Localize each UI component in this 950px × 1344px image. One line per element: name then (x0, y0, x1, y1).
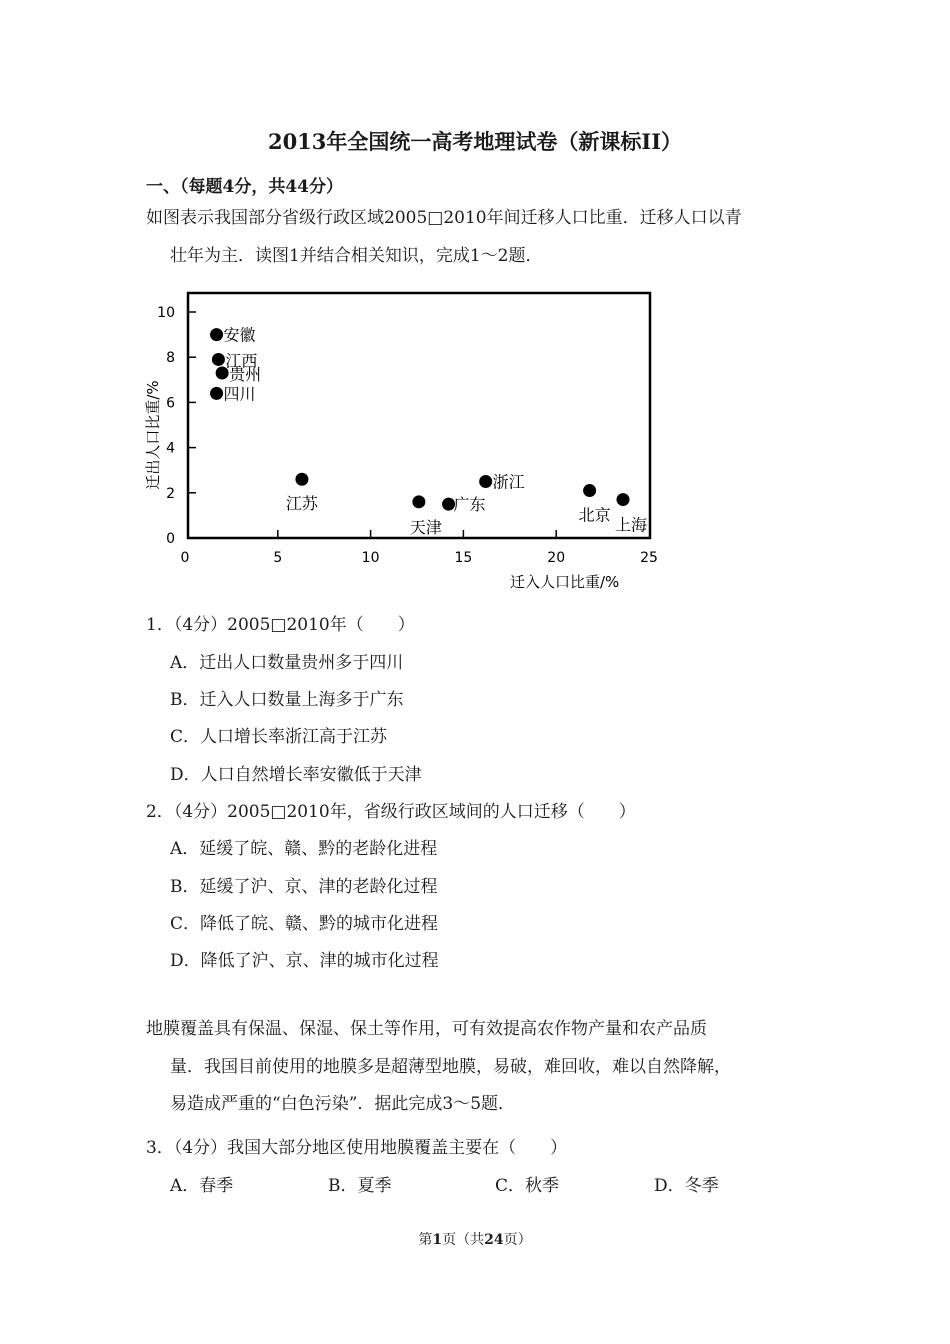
page-footer (0, 1229, 950, 1249)
footer-mid: 页（共 (442, 1232, 485, 1248)
data-point-label-5: 江苏 (285, 494, 318, 514)
x-tick-label-10: 10 (361, 550, 380, 566)
data-point-label-3: 贵州 (229, 365, 262, 385)
question-3-option-a: A．春季 (170, 1176, 234, 1196)
data-point-label-2: 江西 (225, 351, 258, 371)
y-tick-label-2: 2 (166, 485, 175, 502)
question-1-stem: 1．（4分）2005□2010年（ ） (146, 615, 415, 635)
data-point-label-1: 安徽 (223, 325, 256, 345)
data-point-9 (583, 484, 596, 497)
footer-total-pages: 24 (484, 1232, 504, 1248)
question-1-option-b: B．迁入人口数量上海多于广东 (170, 690, 404, 710)
question-3-stem: 3．（4分）我国大部分地区使用地膜覆盖主要在（ ） (146, 1138, 568, 1158)
data-point-2 (212, 353, 225, 366)
y-tick-label-10: 10 (157, 305, 175, 321)
page-title: 2013年全国统一高考地理试卷（新课标II） (267, 129, 683, 154)
question-1-option-a: A．迁出人口数量贵州多于四川 (170, 653, 404, 673)
intro2-paragraph-line-1: 地膜覆盖具有保温、保湿、保土等作用，可有效提高农作物产量和农产品质 (146, 1019, 707, 1039)
data-point-8 (479, 475, 492, 488)
data-point-label-7: 广东 (453, 495, 486, 515)
x-tick-label-25: 25 (640, 550, 658, 566)
data-point-1 (210, 328, 223, 341)
x-tick-label-5: 5 (273, 550, 283, 566)
intro-paragraph-line-1: 如图表示我国部分省级行政区域2005□2010年间迁移人口比重．迁移人口以青 (146, 208, 742, 228)
data-point-label-6: 天津 (409, 517, 442, 537)
y-tick-label-8: 8 (166, 350, 175, 367)
intro2-paragraph-line-2: 量．我国目前使用的地膜多是超薄型地膜，易破，难回收，难以自然降解， (170, 1057, 731, 1077)
section-heading: 一、（每题4分，共44分） (146, 177, 343, 197)
data-point-label-4: 四川 (223, 384, 256, 404)
y-tick-label-4: 4 (166, 440, 175, 457)
question-3-option-c: C．秋季 (495, 1176, 560, 1196)
question-2-stem: 2．（4分）2005□2010年，省级行政区域间的人口迁移（ ） (146, 802, 636, 822)
question-2-option-a: A．延缓了皖、赣、黔的老龄化进程 (170, 839, 438, 859)
intro2-paragraph-line-3: 易造成严重的“白色污染”．据此完成3～5题． (170, 1094, 516, 1114)
data-point-label-9: 北京 (578, 505, 611, 525)
question-2-option-c: C．降低了皖、赣、黔的城市化进程 (170, 914, 439, 934)
data-point-6 (412, 495, 425, 508)
data-point-label-8: 浙江 (492, 472, 525, 492)
intro-paragraph-line-2: 壮年为主．读图1并结合相关知识，完成1～2题． (170, 246, 543, 266)
question-2-option-d: D．降低了沪、京、津的城市化过程 (170, 951, 439, 971)
data-point-label-10: 上海 (615, 515, 648, 535)
footer-suffix: 页） (503, 1232, 532, 1248)
question-2-option-b: B．延缓了沪、京、津的老龄化过程 (170, 877, 438, 897)
y-axis-ticks (157, 305, 196, 547)
x-tick-label-0: 0 (180, 550, 190, 566)
question-1-option-d: D．人口自然增长率安徽低于天津 (170, 765, 422, 785)
data-point-3 (216, 367, 229, 380)
data-points (210, 326, 647, 537)
x-tick-label-20: 20 (547, 550, 566, 566)
question-3-option-b: B．夏季 (328, 1176, 392, 1196)
y-tick-label-6: 6 (166, 395, 175, 412)
y-axis-label: 迁出人口比重/% (144, 380, 162, 490)
footer-page-number: 1 (432, 1232, 443, 1248)
question-3-option-d: D．冬季 (654, 1176, 719, 1196)
question-1-option-c: C．人口增长率浙江高于江苏 (170, 727, 388, 747)
y-tick-label-0: 0 (166, 531, 175, 547)
migration-scatter-chart (130, 285, 660, 595)
x-axis-label: 迁入人口比重/% (510, 573, 620, 591)
footer-prefix: 第 (418, 1232, 433, 1248)
x-tick-label-15: 15 (454, 550, 473, 566)
data-point-5 (295, 473, 308, 486)
data-point-10 (617, 493, 630, 506)
data-point-4 (210, 387, 223, 400)
